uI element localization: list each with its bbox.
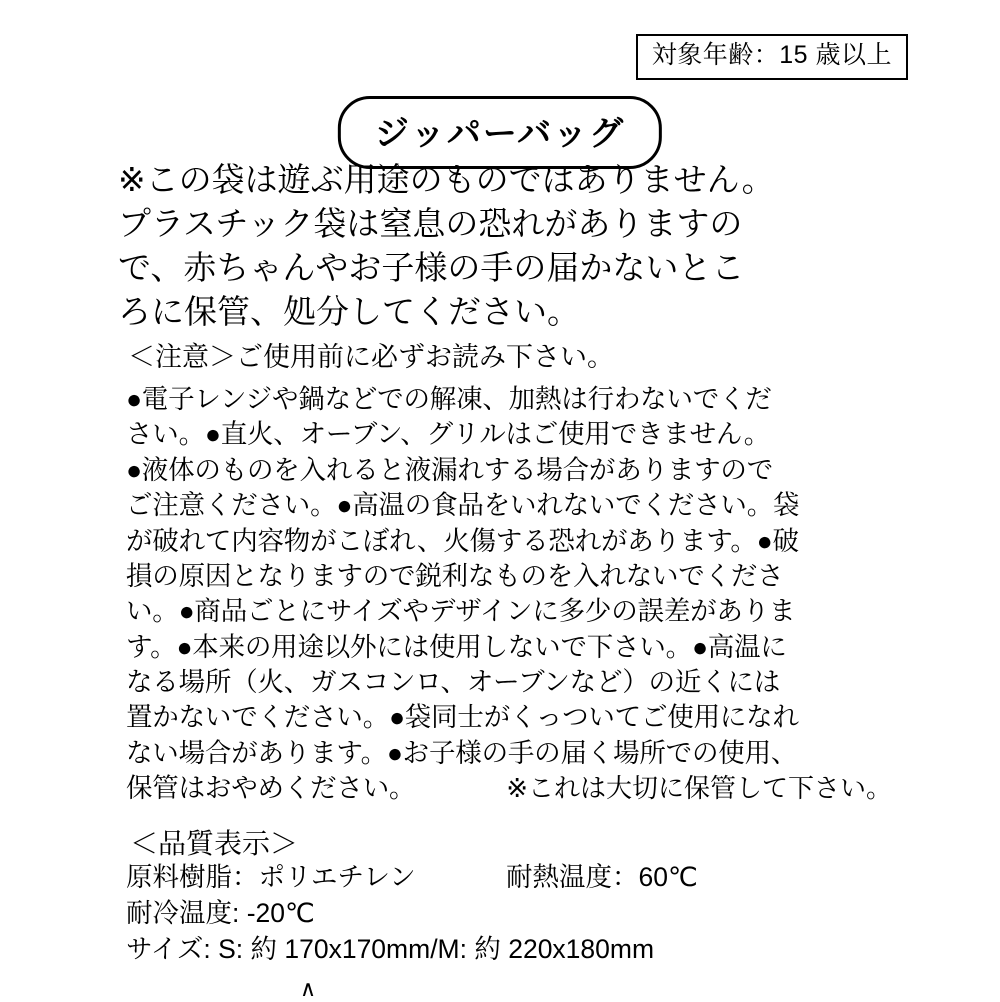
primary-warning-block — [118, 158, 888, 334]
product-title: ジッパーバッグ — [338, 96, 662, 169]
quality-label: 耐冷温度: -20℃ — [126, 897, 315, 928]
age-requirement-box: 対象年齢：15 歳以上 — [636, 34, 908, 80]
warning-line: ろに保管、処分してください。 — [118, 292, 580, 330]
caution-line: い。●商品ごとにサイズやデザインに多少の誤差がありま — [126, 596, 796, 627]
quality-row — [126, 860, 906, 896]
warning-line: ※この袋は遊ぶ用途のものではありません。 — [118, 161, 775, 198]
caution-line: 保管はおやめください。 — [126, 773, 416, 804]
quality-heading: ＜品質表示＞ — [130, 828, 299, 859]
quality-label: 原料樹脂：ポリエチレン — [126, 862, 416, 892]
caution-line: す。●本来の用途以外には使用しないで下さい。●高温に — [126, 631, 787, 662]
quality-table — [126, 860, 906, 967]
edge-caret-icon: ∧ — [300, 976, 317, 1001]
keep-note: ※これは大切に保管して下さい。 — [506, 773, 892, 803]
quality-row — [126, 932, 906, 968]
caution-line: ない場合があります。●お子様の手の届く場所での使用、 — [126, 737, 798, 768]
caution-heading: ＜注意＞ご使用前に必ずお読み下さい。 — [128, 342, 614, 372]
caution-body — [126, 382, 888, 807]
warning-line: プラスチック袋は窒息の恐れがありますの — [118, 204, 743, 242]
caution-line: 置かないでください。●袋同士がくっついてご使用になれ — [126, 702, 799, 733]
caution-line: が破れて内容物がこぼれ、火傷する恐れがあります。●破 — [126, 525, 799, 556]
warning-line: で、赤ちゃんやお子様の手の届かないとこ — [118, 248, 745, 286]
caution-line: ご注意ください。●高温の食品をいれないでください。袋 — [126, 490, 800, 521]
quality-value: 耐熱温度：60℃ — [506, 862, 698, 892]
quality-row — [126, 896, 906, 932]
caution-line: ●液体のものを入れると液漏れする場合がありますので — [126, 454, 774, 485]
caution-line: 損の原因となりますので鋭利なものを入れないでくださ — [126, 560, 784, 591]
caution-line: さい。●直火、オーブン、グリルはご使用できません。 — [126, 419, 771, 450]
quality-label: サイズ: S: 約 170x170mm/M: 約 220x180mm — [126, 933, 655, 964]
caution-line: ●電子レンジや鍋などでの解凍、加熱は行わないでくだ — [126, 384, 772, 414]
caution-line: なる場所（火、ガスコンロ、オーブンなど）の近くには — [126, 667, 781, 697]
